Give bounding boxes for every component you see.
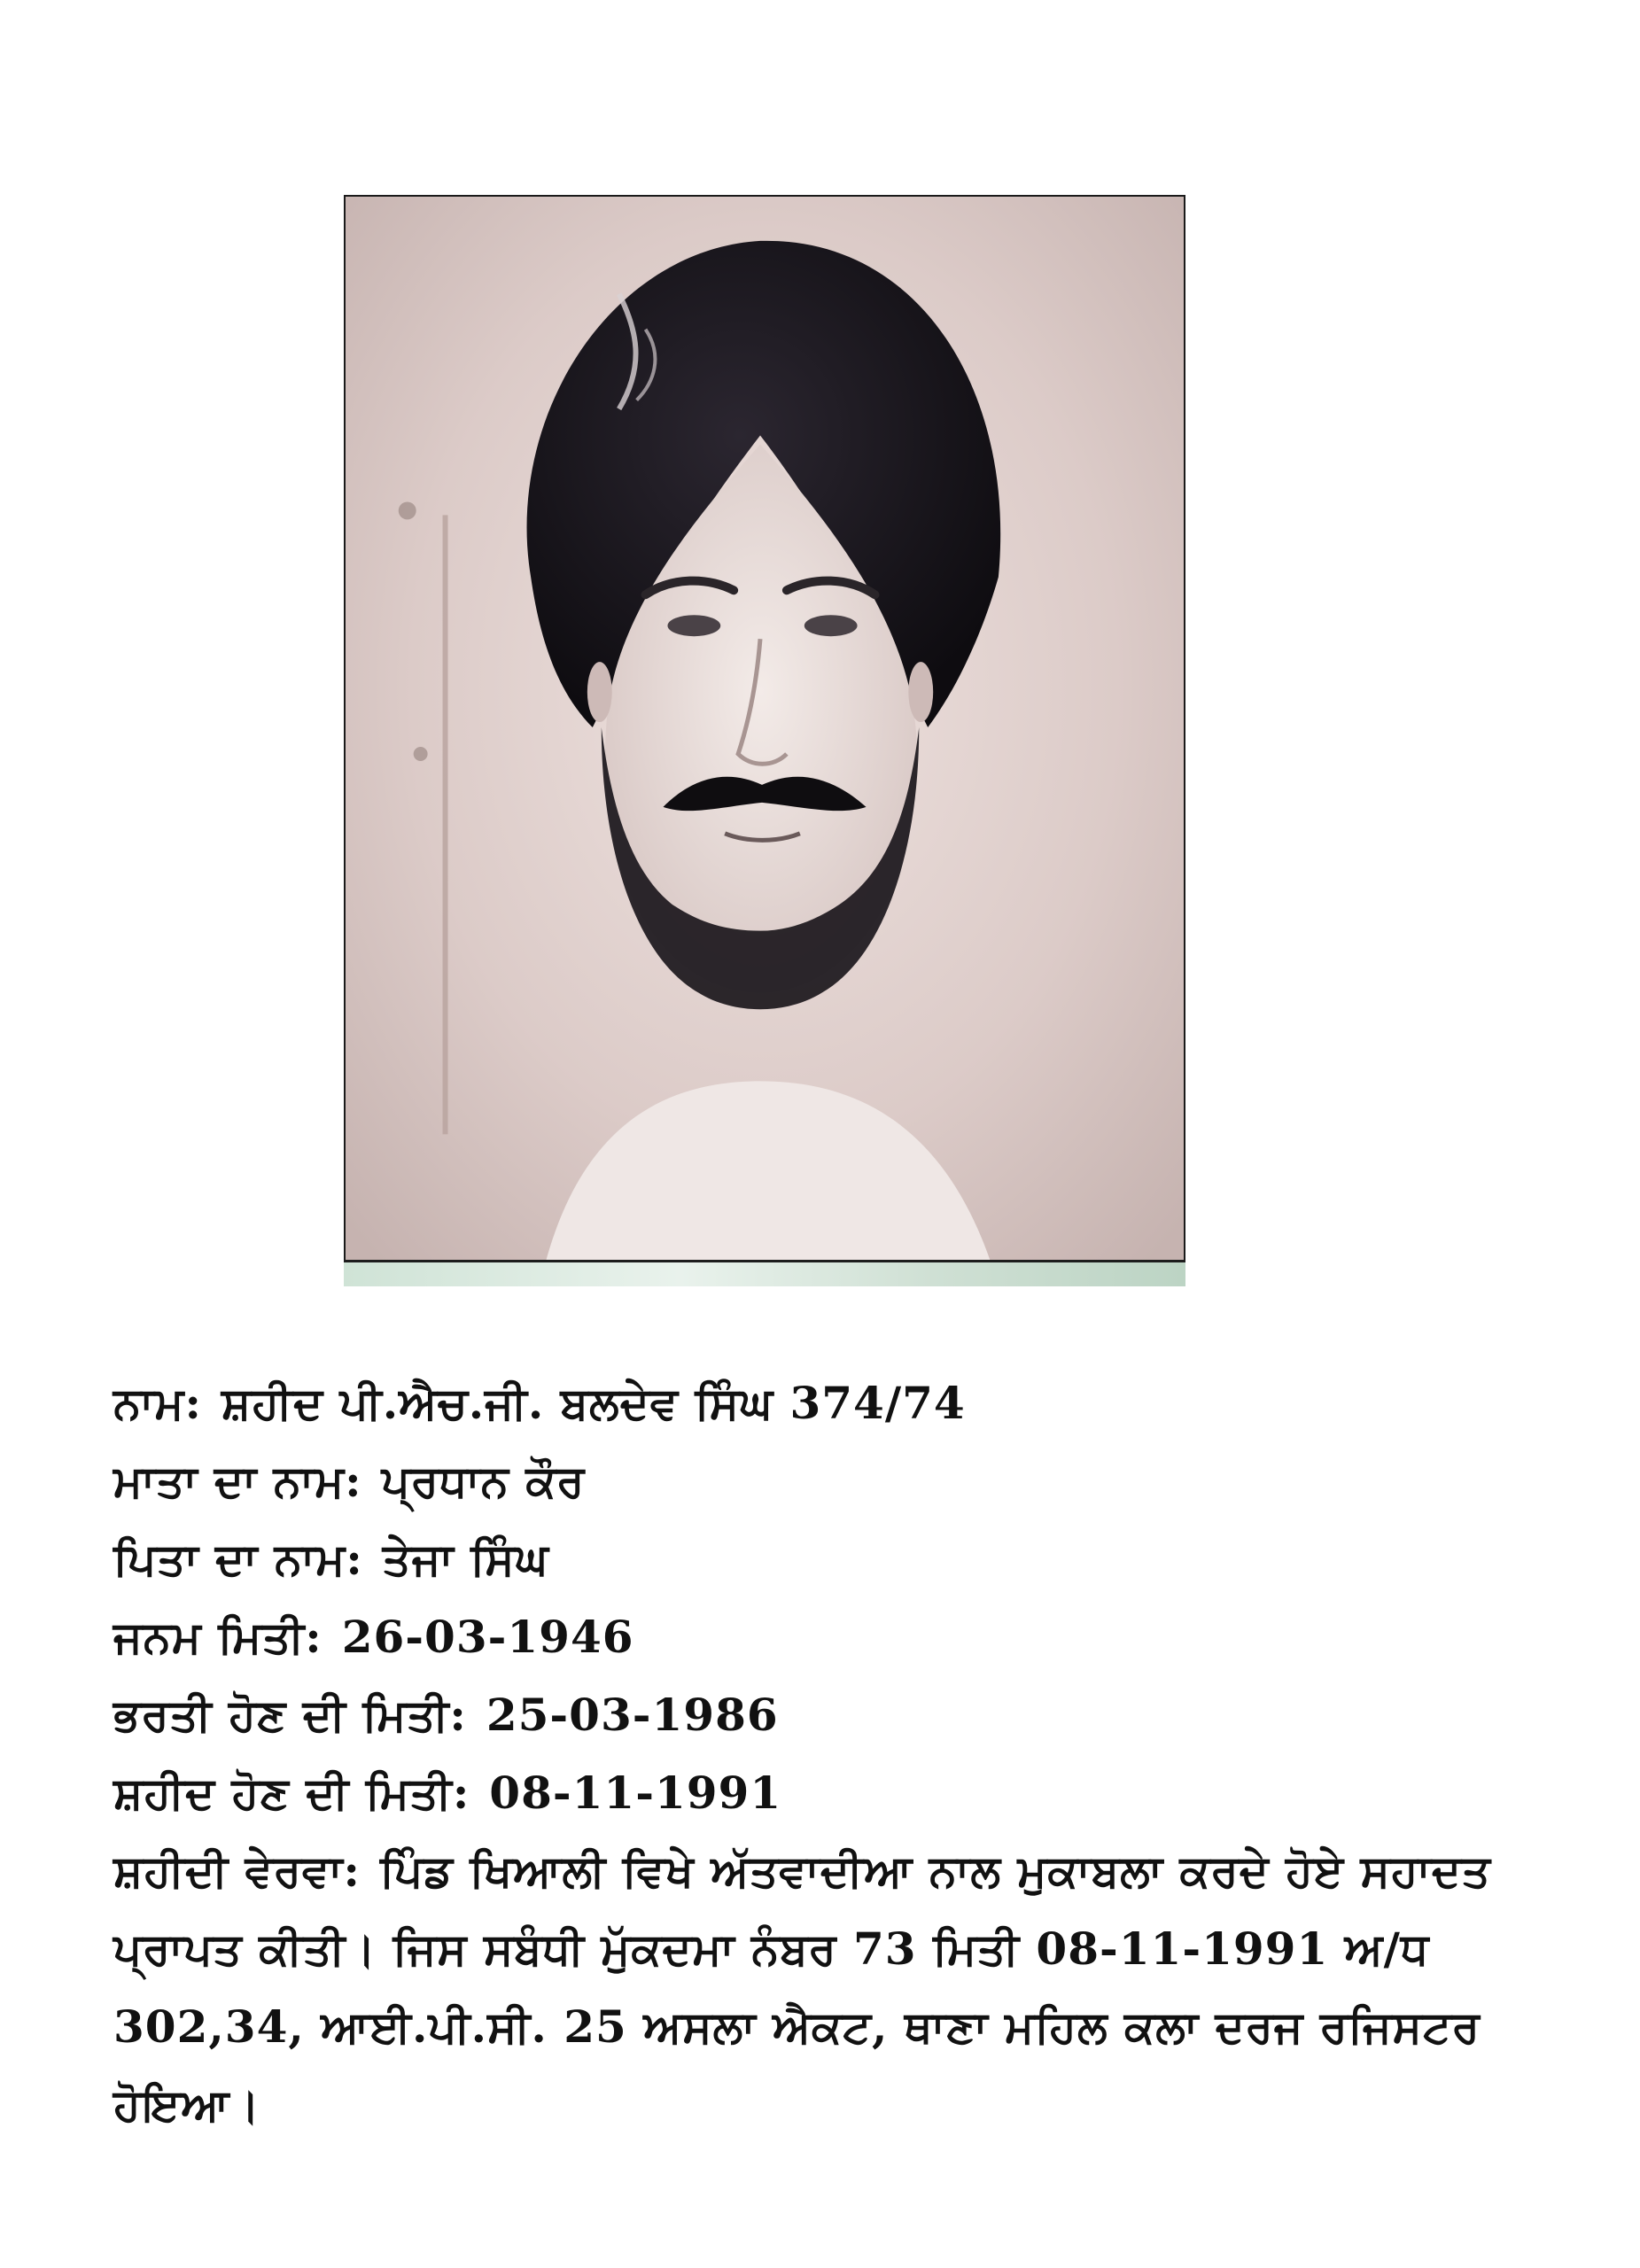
joining-date-row (113, 1676, 1575, 1754)
joining-date-label: ਭਰਤੀ ਹੋਣ ਦੀ ਮਿਤੀ: (113, 1689, 467, 1741)
name-row (113, 1364, 1575, 1442)
martyrdom-details-value: ਪਿੰਡ ਖਿਆਲੀ ਵਿਖੇ ਅੱਤਵਾਦੀਆ ਨਾਲ ਮੁਕਾਬਲਾ ਕਰਦੇ ਹੋਏ ਸਹਾਦਤ ਪ੍ਰਾਪਤ ਕੀਤੀ। ਜਿਸ ਸਬੰਧੀ ਮੁੱਕਦਮਾ ਨੰਬਰ 73 ਮਿਤੀ 08-11-1991 ਅ/ਧ 302,34, ਆਈ.ਪੀ.ਸੀ. 25 ਅਸਲਾ ਐਕਟ, ਥਾਣਾ ਮਹਿਲ ਕਲਾ ਦਰਜ ਰਜਿਸਟਰ ਹੋਇਆ। (113, 1845, 1491, 2131)
father-label: ਪਿਤਾ ਦਾ ਨਾਮ: (113, 1533, 363, 1585)
record-details (113, 1364, 1575, 2144)
joining-date-value: 25-03-1986 (486, 1689, 779, 1741)
martyrdom-date-row (113, 1754, 1575, 1832)
mother-label: ਮਾਤਾ ਦਾ ਨਾਮ: (113, 1455, 362, 1507)
name-value: ਸ਼ਹੀਦ ਪੀ.ਐਚ.ਜੀ. ਬਲਦੇਵ ਸਿੰਘ 374/74 (221, 1377, 966, 1429)
photo-bottom-strip (344, 1260, 1185, 1286)
father-row (113, 1520, 1575, 1598)
portrait-photo-icon (346, 197, 1184, 1286)
martyrdom-date-value: 08-11-1991 (489, 1767, 782, 1819)
birth-date-value: 26-03-1946 (341, 1611, 634, 1663)
portrait-photo (344, 195, 1185, 1286)
mother-value: ਪ੍ਰਧਾਨ ਕੌਰ (381, 1455, 586, 1507)
martyrdom-details-row (113, 1832, 1566, 2144)
birth-date-row (113, 1598, 1575, 1676)
mother-row (113, 1442, 1575, 1520)
martyrdom-details-label: ਸ਼ਹੀਦੀ ਵੇਰਵਾ: (113, 1845, 361, 1897)
birth-date-label: ਜਨਮ ਮਿਤੀ: (113, 1611, 323, 1663)
name-label: ਨਾਮ: (113, 1377, 202, 1429)
father-value: ਤੇਜਾ ਸਿੰਘ (382, 1533, 549, 1585)
martyrdom-date-label: ਸ਼ਹੀਦ ਹੋਣ ਦੀ ਮਿਤੀ: (113, 1767, 470, 1819)
